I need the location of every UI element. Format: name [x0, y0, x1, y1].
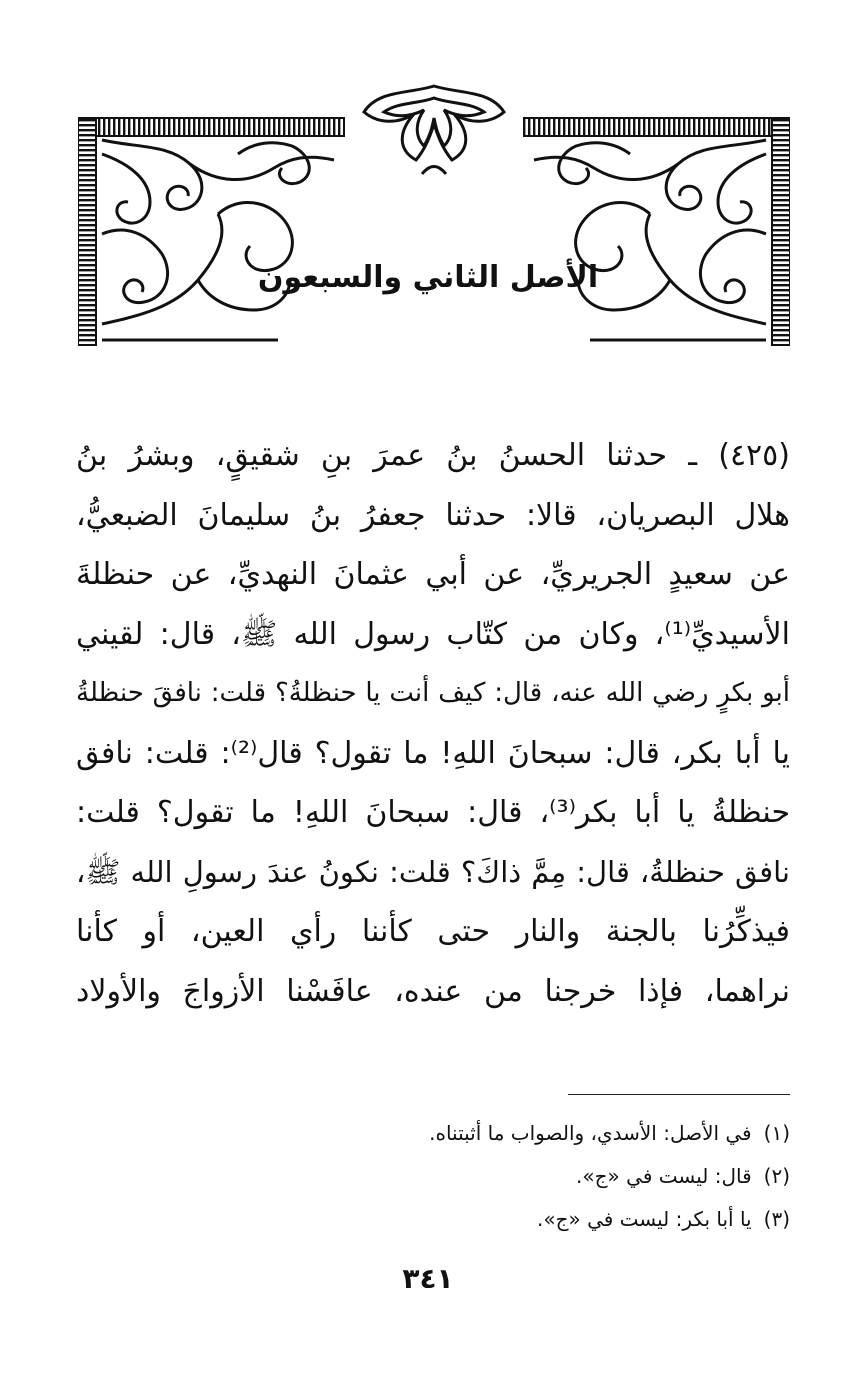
footnote-mark: (٣) [763, 1207, 790, 1231]
text-line: يا أبا بكر، قال: سبحانَ اللهِ! ما تقول؟ قال⁽²⁾: قلت: نافق [76, 735, 790, 771]
footnote-text: في الأصل: الأسدي، والصواب ما أثبتناه. [429, 1121, 752, 1145]
text-line: حنظلةُ يا أبا بكر⁽³⁾، قال: سبحانَ اللهِ! ما تقول؟ قلت: [76, 795, 790, 830]
arabesque-ornament-icon [78, 84, 790, 346]
footnote-item [429, 1112, 790, 1155]
footnotes [429, 1112, 790, 1241]
main-text [76, 426, 790, 1021]
text-line: هلال البصريان، قالا: حدثنا جعفرُ بنُ سليمانَ الضبعيُّ، [76, 497, 790, 533]
ornamental-header-frame [78, 84, 790, 346]
text-line: (٤٢٥) ـ حدثنا الحسنُ بنُ عمرَ بنِ شقيقٍ، وبشرُ بنُ [76, 438, 790, 473]
text-line: نراهما، فإذا خرجنا من عنده، عافَسْنا الأزواجَ والأولاد [76, 973, 790, 1009]
footnote-mark: (٢) [763, 1164, 790, 1188]
footnote-item [429, 1155, 790, 1198]
footnote-text: يا أبا بكر: ليست في «ج». [536, 1207, 752, 1231]
footnote-divider [568, 1094, 790, 1095]
text-line: أبو بكرٍ رضي الله عنه، قال: كيف أنت يا حنظلةُ؟ قلت: نافقَ حنظلةُ [76, 678, 790, 708]
text-line: فيذكِّرُنا بالجنة والنار حتى كأننا رأي العين، أو كأنا [76, 914, 790, 949]
text-line: عن سعيدٍ الجريريِّ، عن أبي عثمانَ النهديِّ، عن حنظلةَ [76, 557, 790, 592]
footnote-item [429, 1198, 790, 1241]
page-number: ٣٤١ [402, 1262, 454, 1295]
footnote-mark: (١) [763, 1121, 790, 1145]
chapter-title: الأصل الثاني والسبعون [257, 260, 599, 295]
text-line: الأسيديِّ⁽¹⁾، وكان من كتّاب رسول الله ﷺ، قال: لقيني [76, 616, 790, 652]
text-line: نافق حنظلةُ، قال: مِمَّ ذاكَ؟ قلت: نكونُ عندَ رسولِ الله ﷺ، [76, 854, 790, 889]
footnote-text: قال: ليست في «ج». [576, 1164, 752, 1188]
